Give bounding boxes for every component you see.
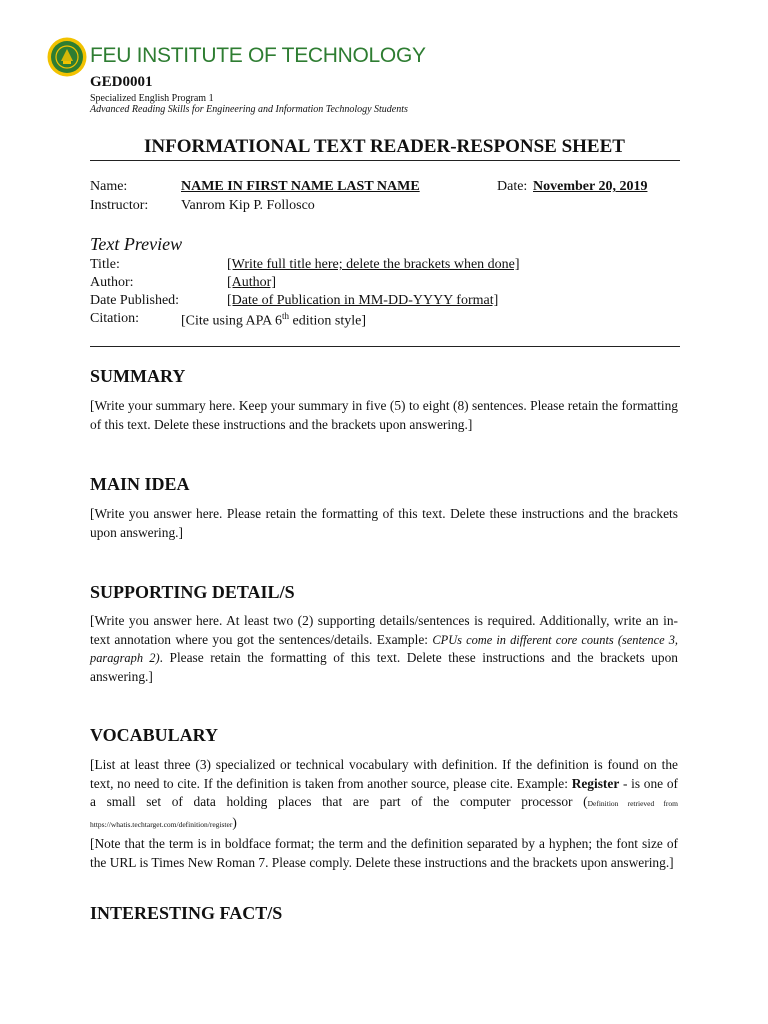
vocabulary-citation: Definition retrieved from https://whatis.techtarget.com/definition/register <box>90 799 678 829</box>
vocabulary-text: [List at least three (3) specialized or technical vocabulary with definition. If the definition is found on the text, no need to cite. If the definition is taken from another source, please cite. Example: <box>90 757 678 791</box>
institution-name: FEU INSTITUTE OF TECHNOLOGY <box>90 44 426 67</box>
main-idea-heading: MAIN IDEA <box>90 474 190 494</box>
supporting-text-end: . Please retain the formatting of this text. Delete these instructions and the brackets upon answering.] <box>90 650 678 684</box>
document-title: INFORMATIONAL TEXT READER-RESPONSE SHEET <box>144 136 625 157</box>
supporting-details-heading: SUPPORTING DETAIL/S <box>90 582 295 602</box>
supporting-text: [Write you answer here. At least two (2) supporting details/sentences is required. Additionally, write an in-text annotation where you got the sentences/details. Example: <box>90 613 678 647</box>
institution-seal-icon <box>47 37 87 77</box>
preview-divider <box>90 346 680 347</box>
course-code: GED0001 <box>90 74 153 90</box>
name-value: NAME IN FIRST NAME LAST NAME <box>181 179 420 194</box>
date-label: Date: <box>497 179 528 194</box>
date-value: November 20, 2019 <box>533 179 648 194</box>
citation-text: [Cite using APA 6 <box>181 313 283 329</box>
course-description: Advanced Reading Skills for Engineering and Information Technology Students <box>90 104 408 115</box>
citation-superscript: th <box>282 311 290 321</box>
main-idea-paragraph: [Write you answer here. Please retain the formatting of this text. Delete these instructions and the brackets upon answering.] <box>90 506 678 540</box>
date-published-label: Date Published: <box>90 293 180 308</box>
citation-value <box>181 311 366 330</box>
vocabulary-definition: - is one of a small set of data holding places that are part of the computer processor ( <box>90 775 678 809</box>
author-value: [Author] <box>227 275 276 290</box>
vocabulary-term: Register <box>571 775 620 791</box>
supporting-details-paragraph <box>90 612 678 686</box>
instructor-value: Vanrom Kip P. Follosco <box>181 198 315 213</box>
interesting-facts-heading: INTERESTING FACT/S <box>90 903 283 923</box>
name-label: Name: <box>90 179 128 194</box>
supporting-example: CPUs come in different core counts (sentence 3, paragraph 2) <box>90 632 679 665</box>
instructor-label: Instructor: <box>90 198 149 213</box>
vocabulary-note: [Note that the term is in boldface format; the term and the definition separated by a hyphen; the font size of the URL is Times New Roman 7. Please comply. Delete these instructions and the brackets upon answering.] <box>90 836 678 870</box>
citation-text-end: edition style] <box>289 313 367 329</box>
text-preview-heading: Text Preview <box>90 234 183 254</box>
course-name: Specialized English Program 1 <box>90 93 214 104</box>
title-divider <box>90 160 680 161</box>
title-label: Title: <box>90 257 120 272</box>
summary-heading: SUMMARY <box>90 366 186 386</box>
date-published-value: [Date of Publication in MM-DD-YYYY format] <box>227 293 499 308</box>
author-label: Author: <box>90 275 134 290</box>
vocabulary-paragraph <box>90 756 678 834</box>
summary-paragraph: [Write your summary here. Keep your summary in five (5) to eight (8) sentences. Please retain the formatting of this text. Delete these instructions and the brackets upon answering.] <box>90 398 678 432</box>
title-value: [Write full title here; delete the brackets when done] <box>227 257 520 272</box>
citation-label: Citation: <box>90 311 139 326</box>
vocabulary-close: ) <box>232 814 237 830</box>
vocabulary-heading: VOCABULARY <box>90 725 219 745</box>
